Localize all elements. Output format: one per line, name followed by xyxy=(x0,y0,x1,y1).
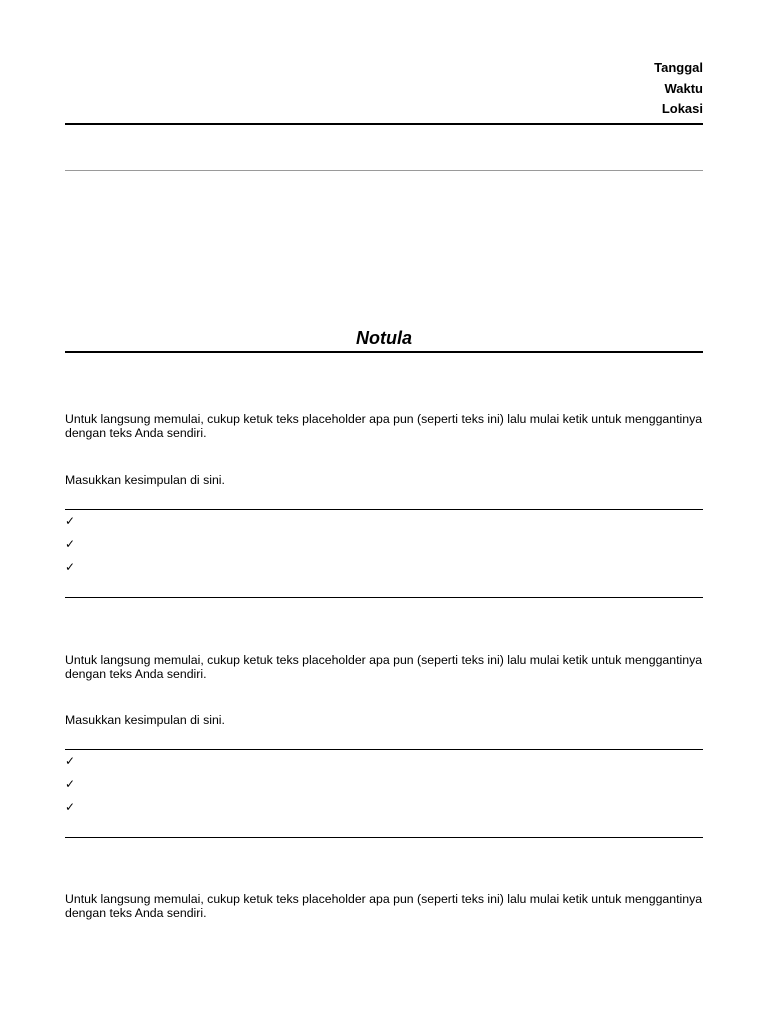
section-1-check-icon-1[interactable]: ✓ xyxy=(65,514,76,528)
section-1-intro[interactable]: Untuk langsung memulai, cukup ketuk teks placeholder apa pun (seperti teks ini) lalu mulai ketik untuk menggantinya dengan teks Anda sendiri. xyxy=(65,412,703,440)
header-subdivider xyxy=(65,170,703,171)
section-2-checklist-bottom-divider xyxy=(65,837,703,838)
header-divider xyxy=(65,123,703,125)
date-label[interactable]: Tanggal xyxy=(654,60,703,75)
section-1-checklist-top-divider xyxy=(65,509,703,510)
section-1-checklist-bottom-divider xyxy=(65,597,703,598)
title-underline xyxy=(65,351,703,353)
section-1-summary[interactable]: Masukkan kesimpulan di sini. xyxy=(65,473,225,487)
section-2-checklist-top-divider xyxy=(65,749,703,750)
section-1-check-icon-3[interactable]: ✓ xyxy=(65,560,76,574)
section-2-check-icon-2[interactable]: ✓ xyxy=(65,777,76,791)
meeting-meta xyxy=(654,58,703,120)
location-label[interactable]: Lokasi xyxy=(661,101,703,116)
section-3-intro[interactable]: Untuk langsung memulai, cukup ketuk teks placeholder apa pun (seperti teks ini) lalu mulai ketik untuk menggantinya dengan teks Anda sendiri. xyxy=(65,892,703,920)
time-label[interactable]: Waktu xyxy=(664,80,703,96)
section-2-check-icon-3[interactable]: ✓ xyxy=(65,800,76,814)
section-1-check-icon-2[interactable]: ✓ xyxy=(65,537,76,551)
section-2-summary[interactable]: Masukkan kesimpulan di sini. xyxy=(65,713,225,727)
section-2-check-icon-1[interactable]: ✓ xyxy=(65,754,76,768)
page-title[interactable]: Notula xyxy=(356,328,412,348)
section-2-intro[interactable]: Untuk langsung memulai, cukup ketuk teks placeholder apa pun (seperti teks ini) lalu mulai ketik untuk menggantinya dengan teks Anda sendiri. xyxy=(65,653,703,681)
